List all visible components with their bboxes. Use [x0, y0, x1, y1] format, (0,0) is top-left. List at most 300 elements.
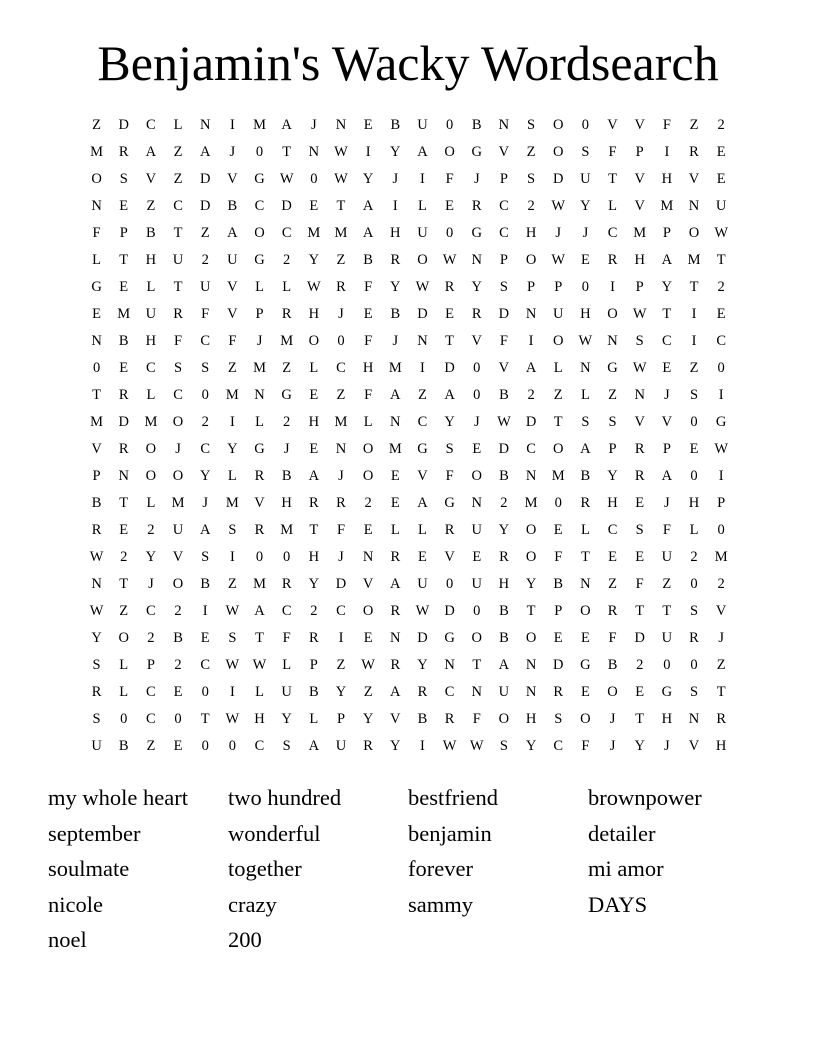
grid-letter: B: [118, 333, 129, 349]
grid-letter: 0: [473, 603, 481, 619]
grid-letter: S: [499, 738, 508, 754]
grid-letter: T: [662, 603, 672, 619]
grid-row: [83, 625, 735, 652]
grid-letter: B: [499, 603, 509, 619]
grid-letter: H: [715, 738, 727, 754]
grid-letter: R: [471, 198, 482, 214]
word-list-item: DAYS: [588, 891, 648, 917]
grid-letter: Z: [363, 684, 373, 700]
grid-letter: W: [714, 225, 729, 241]
grid-letter: V: [172, 549, 184, 565]
grid-letter: N: [525, 468, 537, 484]
grid-letter: 2: [500, 495, 508, 511]
grid-letter: C: [173, 387, 183, 403]
grid-letter: 0: [174, 711, 182, 727]
grid-letter: S: [499, 279, 508, 295]
grid-letter: C: [336, 603, 346, 619]
grid-letter: R: [91, 684, 102, 700]
grid-letter: D: [118, 414, 129, 430]
grid-letter: A: [580, 441, 591, 457]
grid-letter: D: [417, 306, 428, 322]
grid-letter: E: [472, 441, 482, 457]
grid-row: [83, 409, 735, 436]
grid-letter: O: [471, 468, 482, 484]
grid-letter: 2: [283, 414, 291, 430]
grid-letter: Y: [471, 279, 482, 295]
grid-letter: M: [280, 522, 294, 538]
grid-letter: M: [334, 225, 348, 241]
grid-letter: A: [661, 252, 673, 268]
grid-letter: S: [581, 144, 590, 160]
grid-letter: Y: [661, 279, 673, 295]
grid-letter: F: [472, 711, 481, 727]
grid-letter: Z: [553, 387, 563, 403]
grid-letter: T: [608, 171, 617, 187]
grid-letter: E: [553, 522, 563, 538]
grid-letter: Z: [173, 144, 183, 160]
word-list-item: brownpower: [588, 785, 702, 810]
grid-letter: J: [555, 225, 562, 241]
grid-letter: R: [390, 603, 401, 619]
word-list-item: noel: [48, 927, 87, 952]
grid-letter: Y: [281, 711, 292, 727]
grid-letter: M: [253, 117, 266, 133]
grid-letter: S: [581, 414, 590, 430]
grid-letter: I: [528, 333, 534, 349]
grid-letter: E: [635, 549, 645, 565]
grid-letter: A: [390, 684, 401, 700]
grid-letter: 2: [717, 117, 725, 133]
grid-letter: J: [392, 333, 399, 349]
grid-letter: C: [607, 225, 618, 241]
grid-letter: V: [634, 117, 645, 133]
grid-letter: 0: [717, 360, 725, 376]
grid-letter: H: [688, 495, 700, 511]
grid-letter: B: [118, 738, 129, 754]
grid-letter: H: [607, 495, 618, 511]
grid-letter: L: [282, 279, 292, 295]
grid-letter: 0: [255, 549, 264, 565]
grid-letter: H: [661, 711, 673, 727]
grid-letter: F: [282, 630, 291, 646]
grid-letter: C: [499, 225, 509, 241]
grid-letter: J: [283, 441, 290, 457]
grid-letter: O: [172, 414, 184, 430]
grid-letter: L: [553, 360, 563, 376]
grid-letter: I: [718, 387, 724, 403]
grid-letter: R: [634, 441, 645, 457]
grid-letter: M: [524, 495, 538, 511]
grid-letter: O: [471, 630, 482, 646]
grid-letter: O: [525, 630, 537, 646]
grid-letter: Z: [689, 360, 699, 376]
grid-row: [83, 733, 735, 760]
grid-letter: W: [469, 738, 484, 754]
grid-letter: U: [661, 630, 673, 646]
grid-letter: 2: [174, 603, 182, 619]
grid-letter: Z: [608, 387, 617, 403]
grid-letter: R: [417, 684, 428, 700]
grid-letter: W: [334, 144, 348, 160]
grid-letter: R: [553, 684, 564, 700]
grid-letter: V: [390, 711, 401, 727]
grid-letter: S: [527, 171, 536, 187]
grid-letter: F: [228, 333, 237, 349]
grid-row: [83, 490, 735, 517]
grid-letter: C: [281, 603, 292, 619]
grid-letter: F: [364, 387, 373, 403]
word-list-item: september: [48, 820, 141, 846]
grid-letter: D: [199, 198, 211, 214]
grid-letter: O: [417, 252, 428, 268]
grid-letter: F: [201, 306, 210, 322]
grid-letter: 2: [636, 657, 644, 673]
grid-letter: N: [308, 144, 320, 160]
grid-letter: A: [145, 144, 157, 160]
grid-letter: S: [554, 711, 563, 727]
grid-letter: G: [580, 657, 591, 673]
grid-letter: E: [363, 117, 373, 133]
grid-letter: N: [607, 333, 618, 349]
grid-letter: H: [308, 414, 320, 430]
grid-letter: E: [363, 306, 373, 322]
grid-letter: C: [444, 684, 455, 700]
grid-letter: F: [364, 279, 373, 295]
grid-letter: O: [172, 468, 184, 484]
grid-letter: W: [279, 171, 294, 187]
grid-letter: Y: [634, 738, 645, 754]
grid-letter: A: [417, 495, 428, 511]
grid-letter: R: [254, 468, 265, 484]
grid-letter: G: [91, 279, 102, 295]
grid-letter: 0: [283, 549, 291, 565]
grid-letter: I: [610, 279, 615, 295]
grid-letter: C: [254, 198, 265, 214]
grid-letter: 2: [201, 414, 209, 430]
grid-letter: G: [444, 495, 455, 511]
grid-letter: H: [525, 711, 537, 727]
grid-letter: N: [91, 198, 102, 214]
grid-letter: Y: [362, 711, 374, 727]
word-list-item: mi amor: [588, 856, 664, 881]
grid-letter: F: [445, 468, 454, 484]
grid-letter: C: [146, 711, 156, 727]
grid-letter: I: [420, 360, 425, 376]
grid-letter: E: [445, 306, 455, 322]
grid-letter: C: [417, 414, 428, 430]
grid-letter: E: [689, 441, 699, 457]
grid-letter: R: [580, 495, 591, 511]
grid-letter: O: [688, 225, 700, 241]
grid-letter: R: [689, 144, 699, 160]
grid-letter: 2: [717, 576, 725, 592]
grid-letter: G: [254, 441, 265, 457]
grid-letter: S: [527, 117, 536, 133]
grid-letter: R: [254, 522, 265, 538]
grid-letter: R: [607, 603, 618, 619]
grid-letter: O: [498, 711, 510, 727]
grid-letter: E: [445, 198, 455, 214]
word-list-item: wonderful: [228, 820, 321, 846]
grid-letter: M: [280, 333, 294, 349]
grid-row: [83, 328, 735, 355]
word-list-item: crazy: [228, 891, 277, 917]
grid-letter: J: [229, 144, 236, 160]
grid-letter: E: [580, 252, 590, 268]
grid-letter: P: [527, 279, 536, 295]
grid-letter: Y: [308, 252, 320, 268]
grid-letter: O: [525, 549, 537, 565]
grid-letter: W: [415, 279, 430, 295]
grid-letter: T: [200, 711, 210, 727]
grid-letter: I: [229, 549, 235, 565]
grid-letter: A: [199, 522, 211, 538]
grid-letter: N: [471, 684, 482, 700]
grid-letter: D: [634, 630, 645, 646]
grid-letter: P: [635, 279, 644, 295]
grid-letter: W: [442, 252, 457, 268]
grid-letter: W: [578, 333, 593, 349]
grid-letter: N: [118, 468, 129, 484]
grid-letter: W: [632, 360, 647, 376]
grid-letter: J: [202, 495, 209, 511]
grid-letter: D: [417, 630, 428, 646]
grid-letter: W: [714, 441, 729, 457]
grid-letter: M: [660, 198, 674, 214]
grid-letter: J: [718, 630, 724, 646]
grid-letter: T: [526, 603, 536, 619]
grid-letter: V: [661, 414, 673, 430]
grid-row: [83, 679, 735, 706]
grid-letter: E: [580, 684, 590, 700]
grid-letter: 0: [690, 414, 698, 430]
grid-letter: R: [118, 387, 129, 403]
grid-letter: C: [146, 360, 156, 376]
grid-letter: Y: [390, 279, 401, 295]
grid-letter: P: [255, 306, 264, 322]
grid-letter: B: [390, 117, 401, 133]
grid-letter: M: [551, 468, 565, 484]
grid-letter: T: [92, 387, 101, 403]
grid-letter: U: [91, 738, 102, 754]
grid-letter: 2: [283, 252, 291, 268]
grid-letter: R: [91, 522, 102, 538]
grid-letter: G: [607, 360, 618, 376]
grid-letter: V: [254, 495, 265, 511]
grid-letter: J: [664, 387, 670, 403]
grid-letter: Z: [608, 576, 617, 592]
grid-letter: E: [119, 279, 129, 295]
grid-letter: W: [89, 549, 104, 565]
grid-letter: 0: [201, 738, 209, 754]
grid-letter: L: [255, 279, 264, 295]
grid-letter: H: [525, 225, 537, 241]
grid-letter: V: [227, 279, 238, 295]
grid-letter: B: [91, 495, 102, 511]
grid-letter: H: [145, 252, 157, 268]
grid-letter: Z: [282, 360, 292, 376]
grid-letter: A: [525, 360, 537, 376]
grid-letter: U: [417, 225, 428, 241]
grid-letter: 0: [581, 279, 590, 295]
grid-letter: E: [716, 144, 726, 160]
grid-letter: Y: [308, 576, 320, 592]
grid-letter: E: [119, 198, 129, 214]
grid-letter: D: [199, 171, 211, 187]
grid-letter: J: [256, 333, 263, 349]
grid-letter: 0: [581, 117, 590, 133]
grid-letter: W: [361, 657, 375, 673]
grid-letter: V: [498, 360, 510, 376]
grid-letter: J: [664, 495, 670, 511]
grid-letter: R: [363, 738, 373, 754]
grid-letter: S: [689, 684, 699, 700]
word-list-item: sammy: [408, 891, 473, 917]
grid-letter: L: [580, 522, 590, 538]
page-title: Benjamin's Wacky Wordsearch: [97, 35, 719, 91]
grid-letter: 0: [690, 576, 698, 592]
grid-letter: G: [471, 144, 482, 160]
grid-letter: H: [145, 333, 157, 349]
grid-letter: C: [499, 198, 509, 214]
grid-letter: L: [309, 360, 319, 376]
grid-letter: R: [281, 306, 292, 322]
grid-letter: D: [498, 441, 510, 457]
grid-letter: V: [634, 414, 645, 430]
grid-row: [83, 706, 735, 733]
grid-letter: T: [336, 198, 346, 214]
grid-letter: C: [716, 333, 726, 349]
grid-letter: I: [392, 198, 398, 214]
grid-letter: D: [444, 360, 455, 376]
grid-letter: O: [552, 144, 564, 160]
grid-letter: R: [716, 711, 726, 727]
letter-grid: [83, 112, 735, 759]
grid-letter: P: [635, 144, 644, 160]
grid-letter: L: [146, 495, 156, 511]
grid-letter: B: [553, 576, 564, 592]
grid-letter: Z: [146, 198, 156, 214]
grid-letter: R: [390, 549, 401, 565]
grid-letter: H: [390, 225, 401, 241]
grid-letter: N: [199, 117, 211, 133]
grid-letter: E: [363, 630, 373, 646]
grid-letter: F: [174, 333, 183, 349]
grid-letter: L: [689, 522, 699, 538]
grid-letter: Y: [498, 522, 510, 538]
grid-letter: M: [144, 414, 158, 430]
grid-letter: W: [225, 603, 240, 619]
grid-letter: S: [92, 657, 101, 673]
grid-letter: I: [229, 414, 235, 430]
grid-letter: T: [309, 522, 319, 538]
grid-letter: T: [662, 306, 672, 322]
grid-letter: J: [664, 738, 670, 754]
grid-letter: M: [225, 387, 239, 403]
grid-letter: 0: [92, 360, 101, 376]
grid-letter: L: [418, 522, 427, 538]
grid-letter: L: [146, 279, 156, 295]
grid-letter: Z: [689, 117, 699, 133]
grid-letter: H: [281, 495, 292, 511]
grid-letter: T: [716, 684, 726, 700]
grid-row: [83, 517, 735, 544]
grid-letter: U: [471, 576, 482, 592]
grid-letter: L: [309, 711, 319, 727]
grid-letter: R: [390, 252, 401, 268]
grid-letter: B: [363, 252, 373, 268]
grid-letter: L: [146, 387, 156, 403]
grid-letter: L: [418, 198, 427, 214]
grid-letter: E: [309, 441, 319, 457]
grid-letter: 0: [228, 738, 236, 754]
grid-letter: R: [173, 306, 183, 322]
grid-letter: P: [554, 279, 563, 295]
grid-letter: I: [420, 738, 425, 754]
grid-letter: O: [91, 171, 102, 187]
grid-letter: C: [526, 441, 536, 457]
grid-letter: N: [91, 576, 102, 592]
grid-letter: J: [338, 306, 344, 322]
grid-letter: 2: [364, 495, 372, 511]
grid-letter: W: [442, 738, 457, 754]
grid-letter: Z: [119, 603, 129, 619]
grid-letter: T: [472, 657, 482, 673]
grid-letter: P: [662, 225, 671, 241]
grid-letter: T: [635, 603, 645, 619]
grid-letter: I: [365, 144, 371, 160]
grid-letter: I: [338, 630, 344, 646]
grid-letter: H: [498, 576, 510, 592]
grid-letter: Y: [390, 738, 401, 754]
grid-letter: N: [91, 333, 102, 349]
grid-letter: P: [499, 171, 508, 187]
grid-letter: Z: [418, 387, 427, 403]
grid-letter: 0: [554, 495, 562, 511]
grid-letter: G: [715, 414, 727, 430]
grid-letter: D: [118, 117, 129, 133]
grid-letter: U: [661, 549, 673, 565]
grid-letter: H: [580, 306, 591, 322]
grid-letter: E: [608, 549, 617, 565]
grid-row: [83, 274, 735, 301]
grid-letter: 2: [201, 252, 209, 268]
grid-letter: I: [229, 117, 235, 133]
grid-letter: O: [607, 306, 618, 322]
grid-letter: D: [444, 603, 455, 619]
grid-letter: M: [388, 360, 402, 376]
grid-letter: Z: [227, 576, 237, 592]
grid-letter: T: [689, 279, 699, 295]
grid-letter: S: [635, 333, 644, 349]
word-list-item: detailer: [588, 820, 656, 846]
grid-letter: E: [418, 549, 427, 565]
grid-letter: A: [417, 144, 428, 160]
grid-letter: 0: [120, 711, 128, 727]
grid-letter: A: [362, 198, 374, 214]
grid-letter: E: [200, 630, 210, 646]
grid-letter: Z: [146, 738, 156, 754]
grid-letter: W: [551, 252, 566, 268]
grid-letter: M: [633, 225, 647, 241]
grid-letter: A: [362, 225, 374, 241]
grid-letter: T: [119, 252, 129, 268]
grid-letter: O: [607, 684, 618, 700]
grid-letter: D: [335, 576, 347, 592]
grid-letter: B: [308, 684, 319, 700]
grid-letter: G: [281, 387, 292, 403]
grid-letter: 2: [174, 657, 182, 673]
